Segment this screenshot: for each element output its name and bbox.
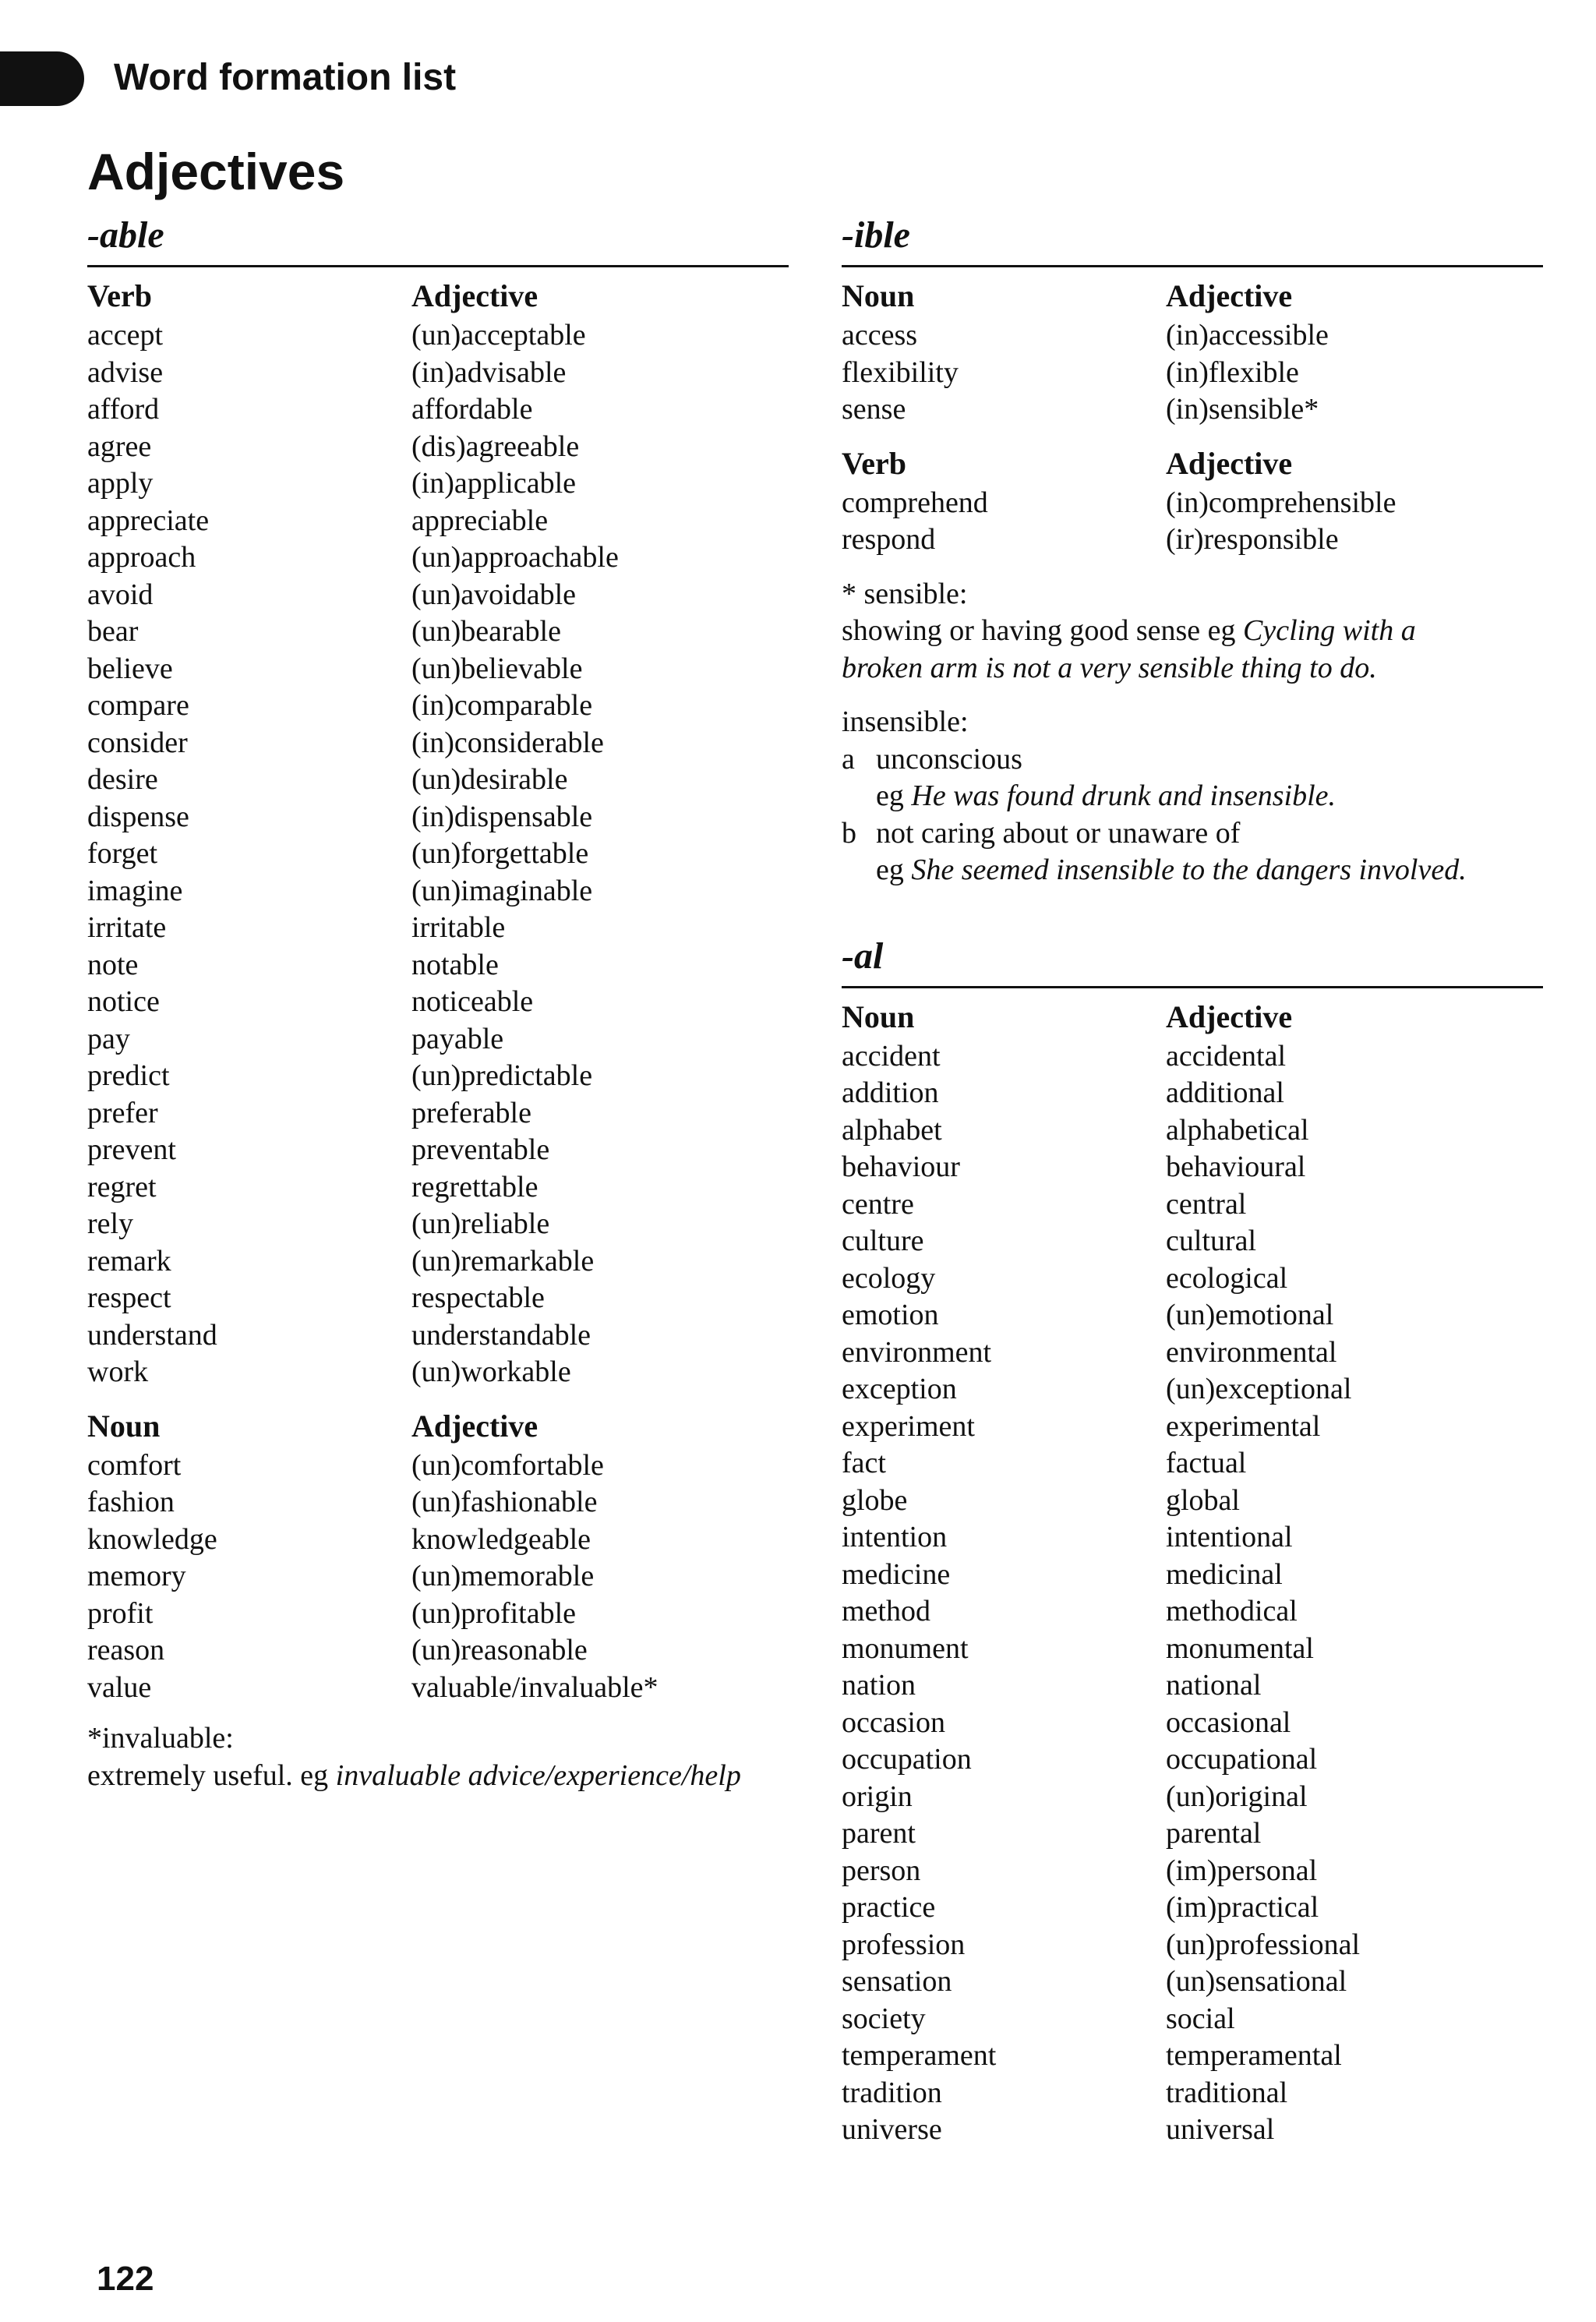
invaluable-example: invaluable advice/experience/help (335, 1758, 741, 1792)
adjective-form: cultural (1166, 1225, 1257, 1257)
al-noun-row (842, 1112, 1543, 1150)
al-noun-row (842, 1186, 1543, 1224)
base-word: imagine (87, 874, 183, 907)
chapter-tab-marker (0, 51, 84, 106)
adjective-form: (un)avoidable (411, 578, 577, 611)
able-verb-row (87, 947, 789, 984)
adjective-form: (un)predictable (411, 1059, 593, 1092)
al-noun-header: Noun (842, 998, 915, 1034)
adjective-form: experimental (1166, 1409, 1321, 1443)
page-number: 122 (97, 2260, 154, 2298)
adjective-form: knowledgeable (411, 1522, 591, 1556)
adjective-form: medicinal (1166, 1557, 1283, 1591)
able-verb-row (87, 539, 789, 577)
base-word: access (842, 319, 918, 352)
able-verb-row (87, 1206, 789, 1243)
base-word: society (842, 2002, 926, 2035)
base-word: forget (87, 837, 158, 870)
al-noun-row (842, 1445, 1543, 1483)
al-noun-row (842, 2037, 1543, 2075)
base-word: culture (842, 1225, 924, 1257)
base-word: work (87, 1355, 149, 1388)
able-verb-row (87, 1169, 789, 1207)
ible-suffix-heading: -ible (842, 214, 910, 256)
adjective-form: accidental (1166, 1039, 1287, 1073)
able-verb-row (87, 1095, 789, 1133)
base-word: universe (842, 2113, 942, 2146)
adjective-form: (in)sensible* (1166, 393, 1319, 426)
insensible-definitions (842, 741, 1543, 889)
able-adjective-header-2: Adjective (411, 1408, 538, 1444)
adjective-form: payable (411, 1022, 504, 1055)
base-word: respond (842, 523, 936, 556)
adjective-form: parental (1166, 1817, 1262, 1850)
able-verb-row (87, 429, 789, 466)
adjective-form: occupational (1166, 1743, 1318, 1776)
ible-verb-header-row (842, 443, 1543, 485)
able-verb-row (87, 391, 789, 429)
able-verb-row (87, 577, 789, 614)
base-word: bear (87, 615, 139, 648)
base-word: ecology (842, 1261, 936, 1295)
adjective-form: (un)emotional (1166, 1299, 1334, 1331)
base-word: alphabet (842, 1113, 942, 1147)
definition-example-line (842, 778, 1543, 815)
adjective-form: methodical (1166, 1595, 1298, 1628)
base-word: rely (87, 1207, 134, 1240)
base-word: predict (87, 1059, 170, 1092)
definition-example: He was found drunk and insensible. (911, 779, 1336, 812)
al-noun-row (842, 1963, 1543, 2001)
base-word: occupation (842, 1743, 972, 1776)
base-word: centre (842, 1187, 914, 1221)
sensible-note-definition (842, 613, 1543, 650)
adjective-form: monumental (1166, 1631, 1314, 1665)
definition-example: She seemed insensible to the dangers involved. (911, 854, 1467, 886)
al-noun-row (842, 1815, 1543, 1853)
eg-marker: eg (876, 854, 904, 886)
able-divider (87, 265, 789, 267)
able-verb-header-row (87, 275, 789, 317)
al-noun-row (842, 1371, 1543, 1408)
ible-verb-row (842, 485, 1543, 522)
base-word: knowledge (87, 1522, 217, 1556)
base-word: reason (87, 1634, 165, 1666)
adjective-form: (in)dispensable (411, 800, 593, 833)
adjective-form: (in)flexible (1166, 355, 1299, 389)
al-noun-row (842, 2112, 1543, 2149)
adjective-form: temperamental (1166, 2039, 1342, 2072)
adjective-form: notable (411, 948, 499, 981)
definition-label: b (842, 816, 856, 850)
able-verb-row (87, 651, 789, 688)
base-word: dispense (87, 800, 189, 833)
adjective-form: (un)reliable (411, 1207, 550, 1240)
base-word: compare (87, 689, 189, 722)
adjective-form: (in)comprehensible (1166, 486, 1396, 519)
al-noun-row (842, 1779, 1543, 1816)
base-word: afford (87, 393, 160, 426)
adjective-form: (un)approachable (411, 541, 619, 574)
ible-noun-row (842, 355, 1543, 392)
adjective-form: behavioural (1166, 1150, 1306, 1183)
adjective-form: affordable (411, 393, 533, 426)
base-word: apply (87, 467, 154, 500)
able-verb-row (87, 613, 789, 651)
al-noun-header-row (842, 996, 1543, 1038)
adjective-form: (un)desirable (411, 763, 568, 796)
base-word: sense (842, 393, 906, 426)
eg-marker: eg (876, 779, 904, 812)
base-word: irritate (87, 911, 167, 944)
adjective-form: (in)advisable (411, 355, 567, 389)
invaluable-note-term: *invaluable: (87, 1722, 234, 1755)
adjective-form: intentional (1166, 1521, 1293, 1553)
ible-verb-header: Verb (842, 445, 906, 481)
adjective-form: ecological (1166, 1261, 1288, 1295)
adjective-form: (un)sensational (1166, 1965, 1347, 1998)
running-title: Word formation list (114, 57, 457, 98)
al-noun-row (842, 1853, 1543, 1890)
ible-noun-row (842, 391, 1543, 429)
base-word: approach (87, 541, 196, 574)
al-divider (842, 986, 1543, 988)
base-word: intention (842, 1521, 948, 1553)
base-word: sensation (842, 1965, 952, 1998)
able-verb-row (87, 1021, 789, 1059)
base-word: memory (87, 1560, 186, 1592)
base-word: profit (87, 1596, 154, 1630)
adjective-form: (un)believable (411, 652, 583, 685)
adjective-form: (in)considerable (411, 726, 604, 759)
adjective-form: (im)personal (1166, 1854, 1318, 1887)
adjective-form: (un)forgettable (411, 837, 589, 870)
adjective-form: traditional (1166, 2076, 1288, 2109)
sensible-note-example-line (842, 650, 1543, 687)
able-noun-row (87, 1558, 789, 1596)
al-noun-row (842, 1705, 1543, 1742)
al-noun-row (842, 1889, 1543, 1927)
adjective-form: (un)imaginable (411, 874, 593, 907)
ible-verb-row (842, 521, 1543, 559)
al-noun-row (842, 2075, 1543, 2112)
able-adjective-header: Adjective (411, 278, 538, 313)
al-noun-row (842, 1667, 1543, 1705)
ible-verb-list (842, 485, 1543, 559)
base-word: advise (87, 355, 164, 389)
able-verb-row (87, 503, 789, 540)
adjective-form: (un)workable (411, 1355, 571, 1388)
al-adjective-header: Adjective (1166, 998, 1293, 1034)
adjective-form: (ir)responsible (1166, 523, 1339, 556)
adjective-form: global (1166, 1483, 1240, 1517)
base-word: nation (842, 1669, 916, 1702)
adjective-form: (un)profitable (411, 1596, 577, 1630)
adjective-form: environmental (1166, 1335, 1337, 1369)
able-verb-row (87, 910, 789, 947)
able-column (87, 210, 789, 1794)
al-noun-row (842, 1631, 1543, 1668)
al-noun-row (842, 1519, 1543, 1557)
base-word: prefer (87, 1096, 158, 1129)
sensible-example-part-2: broken arm is not a very sensible thing to do. (842, 651, 1377, 684)
sensible-example-part-1: Cycling with a (1243, 614, 1416, 647)
adjective-form: (un)acceptable (411, 319, 586, 352)
base-word: fact (842, 1447, 886, 1479)
al-noun-row (842, 1149, 1543, 1186)
base-word: temperament (842, 2039, 997, 2072)
base-word: notice (87, 985, 160, 1018)
adjective-form: (un)fashionable (411, 1486, 598, 1518)
base-word: accept (87, 319, 164, 352)
al-noun-row (842, 1408, 1543, 1446)
able-verb-row (87, 762, 789, 799)
al-noun-row (842, 1223, 1543, 1260)
able-verb-row (87, 799, 789, 836)
adjective-form: appreciable (411, 504, 549, 537)
adjective-form: alphabetical (1166, 1113, 1309, 1147)
ible-noun-header: Noun (842, 278, 915, 313)
able-verb-row (87, 317, 789, 355)
base-word: fashion (87, 1486, 175, 1518)
able-suffix-heading: -able (87, 214, 164, 256)
base-word: tradition (842, 2076, 942, 2109)
insensible-note-term: insensible: (842, 705, 969, 738)
able-noun-list (87, 1447, 789, 1707)
base-word: occasion (842, 1705, 945, 1739)
ible-adjective-header-2: Adjective (1166, 445, 1293, 481)
adjective-form: (un)remarkable (411, 1244, 595, 1278)
definition-text: unconscious (876, 742, 1022, 776)
able-verb-row (87, 836, 789, 873)
sensible-definition-text: showing or having good sense eg (842, 614, 1236, 647)
adjective-form: (in)applicable (411, 467, 577, 500)
adjective-form: noticeable (411, 985, 534, 1018)
able-verb-row (87, 1243, 789, 1281)
base-word: agree (87, 429, 152, 463)
able-verb-list (87, 317, 789, 1391)
al-noun-row (842, 1297, 1543, 1334)
adjective-form: valuable/invaluable* (411, 1670, 659, 1704)
able-verb-row (87, 1280, 789, 1317)
al-noun-row (842, 1334, 1543, 1372)
adjective-form: preventable (411, 1133, 550, 1166)
ible-noun-header-row (842, 275, 1543, 317)
adjective-form: national (1166, 1669, 1262, 1702)
adjective-form: (un)reasonable (411, 1634, 588, 1666)
able-verb-row (87, 1354, 789, 1391)
base-word: addition (842, 1076, 939, 1109)
adjective-form: respectable (411, 1281, 545, 1314)
al-noun-row (842, 1741, 1543, 1779)
base-word: desire (87, 763, 158, 796)
base-word: understand (87, 1318, 217, 1352)
sensible-note-term: * sensible: (842, 577, 968, 610)
base-word: practice (842, 1891, 936, 1924)
able-verb-row (87, 1132, 789, 1169)
able-noun-row (87, 1670, 789, 1707)
al-noun-row (842, 1260, 1543, 1298)
adjective-form: (un)bearable (411, 615, 561, 648)
base-word: medicine (842, 1557, 951, 1591)
adjective-form: occasional (1166, 1705, 1291, 1739)
able-verb-row (87, 984, 789, 1021)
able-verb-row (87, 687, 789, 725)
adjective-form: (un)memorable (411, 1560, 595, 1592)
al-noun-row (842, 1557, 1543, 1594)
al-noun-row (842, 1038, 1543, 1076)
adjective-form: social (1166, 2002, 1235, 2035)
base-word: comfort (87, 1448, 182, 1482)
base-word: believe (87, 652, 173, 685)
base-word: remark (87, 1244, 171, 1278)
able-verb-row (87, 465, 789, 503)
ible-noun-row (842, 317, 1543, 355)
base-word: accident (842, 1039, 941, 1073)
able-verb-row (87, 725, 789, 762)
al-noun-row (842, 2001, 1543, 2038)
al-noun-list (842, 1038, 1543, 2149)
base-word: monument (842, 1631, 969, 1665)
base-word: parent (842, 1817, 916, 1850)
able-noun-header: Noun (87, 1408, 161, 1444)
base-word: profession (842, 1928, 966, 1961)
adjective-form: understandable (411, 1318, 591, 1352)
base-word: regret (87, 1170, 157, 1203)
section-title: Adjectives (87, 143, 345, 200)
adjective-form: (dis)agreeable (411, 429, 580, 463)
ible-al-column (842, 210, 1543, 2149)
invaluable-definition-text: extremely useful. eg (87, 1758, 329, 1792)
adjective-form: (in)comparable (411, 689, 593, 722)
able-noun-row (87, 1521, 789, 1559)
adjective-form: (in)accessible (1166, 319, 1329, 352)
able-noun-row (87, 1447, 789, 1485)
ible-divider (842, 265, 1543, 267)
able-verb-header: Verb (87, 278, 152, 313)
invaluable-note-definition (87, 1758, 789, 1795)
able-noun-row (87, 1632, 789, 1670)
adjective-form: additional (1166, 1076, 1284, 1109)
base-word: globe (842, 1483, 908, 1517)
base-word: emotion (842, 1299, 939, 1331)
base-word: value (87, 1670, 152, 1704)
definition-label: a (842, 742, 855, 776)
base-word: respect (87, 1281, 171, 1314)
definition-example-line (842, 852, 1543, 889)
base-word: appreciate (87, 504, 210, 537)
al-noun-row (842, 1483, 1543, 1520)
able-verb-row (87, 1058, 789, 1095)
adjective-form: regrettable (411, 1170, 538, 1203)
al-suffix-heading: -al (842, 935, 884, 977)
adjective-form: (un)professional (1166, 1928, 1361, 1961)
adjective-form: irritable (411, 911, 506, 944)
al-noun-row (842, 1593, 1543, 1631)
al-noun-row (842, 1075, 1543, 1112)
able-verb-row (87, 355, 789, 392)
adjective-form: central (1166, 1187, 1247, 1221)
able-noun-row (87, 1484, 789, 1521)
base-word: exception (842, 1373, 957, 1405)
base-word: avoid (87, 578, 154, 611)
base-word: person (842, 1854, 921, 1887)
able-verb-row (87, 1317, 789, 1355)
insensible-definition (842, 741, 1543, 779)
insensible-definition (842, 815, 1543, 853)
adjective-form: (un)exceptional (1166, 1373, 1352, 1405)
ible-noun-list (842, 317, 1543, 429)
ible-adjective-header: Adjective (1166, 278, 1293, 313)
adjective-form: factual (1166, 1447, 1247, 1479)
able-noun-header-row (87, 1405, 789, 1447)
base-word: environment (842, 1335, 992, 1369)
base-word: origin (842, 1779, 913, 1813)
able-verb-row (87, 873, 789, 910)
base-word: pay (87, 1022, 130, 1055)
able-noun-row (87, 1596, 789, 1633)
base-word: method (842, 1595, 930, 1628)
base-word: behaviour (842, 1150, 960, 1183)
base-word: consider (87, 726, 188, 759)
adjective-form: (un)comfortable (411, 1448, 604, 1482)
base-word: experiment (842, 1409, 975, 1443)
base-word: note (87, 948, 139, 981)
base-word: prevent (87, 1133, 176, 1166)
base-word: flexibility (842, 355, 959, 389)
al-noun-row (842, 1927, 1543, 1964)
definition-text: not caring about or unaware of (876, 816, 1241, 850)
adjective-form: preferable (411, 1096, 531, 1129)
adjective-form: (im)practical (1166, 1891, 1319, 1924)
base-word: comprehend (842, 486, 988, 519)
adjective-form: (un)original (1166, 1779, 1308, 1813)
adjective-form: universal (1166, 2113, 1275, 2146)
